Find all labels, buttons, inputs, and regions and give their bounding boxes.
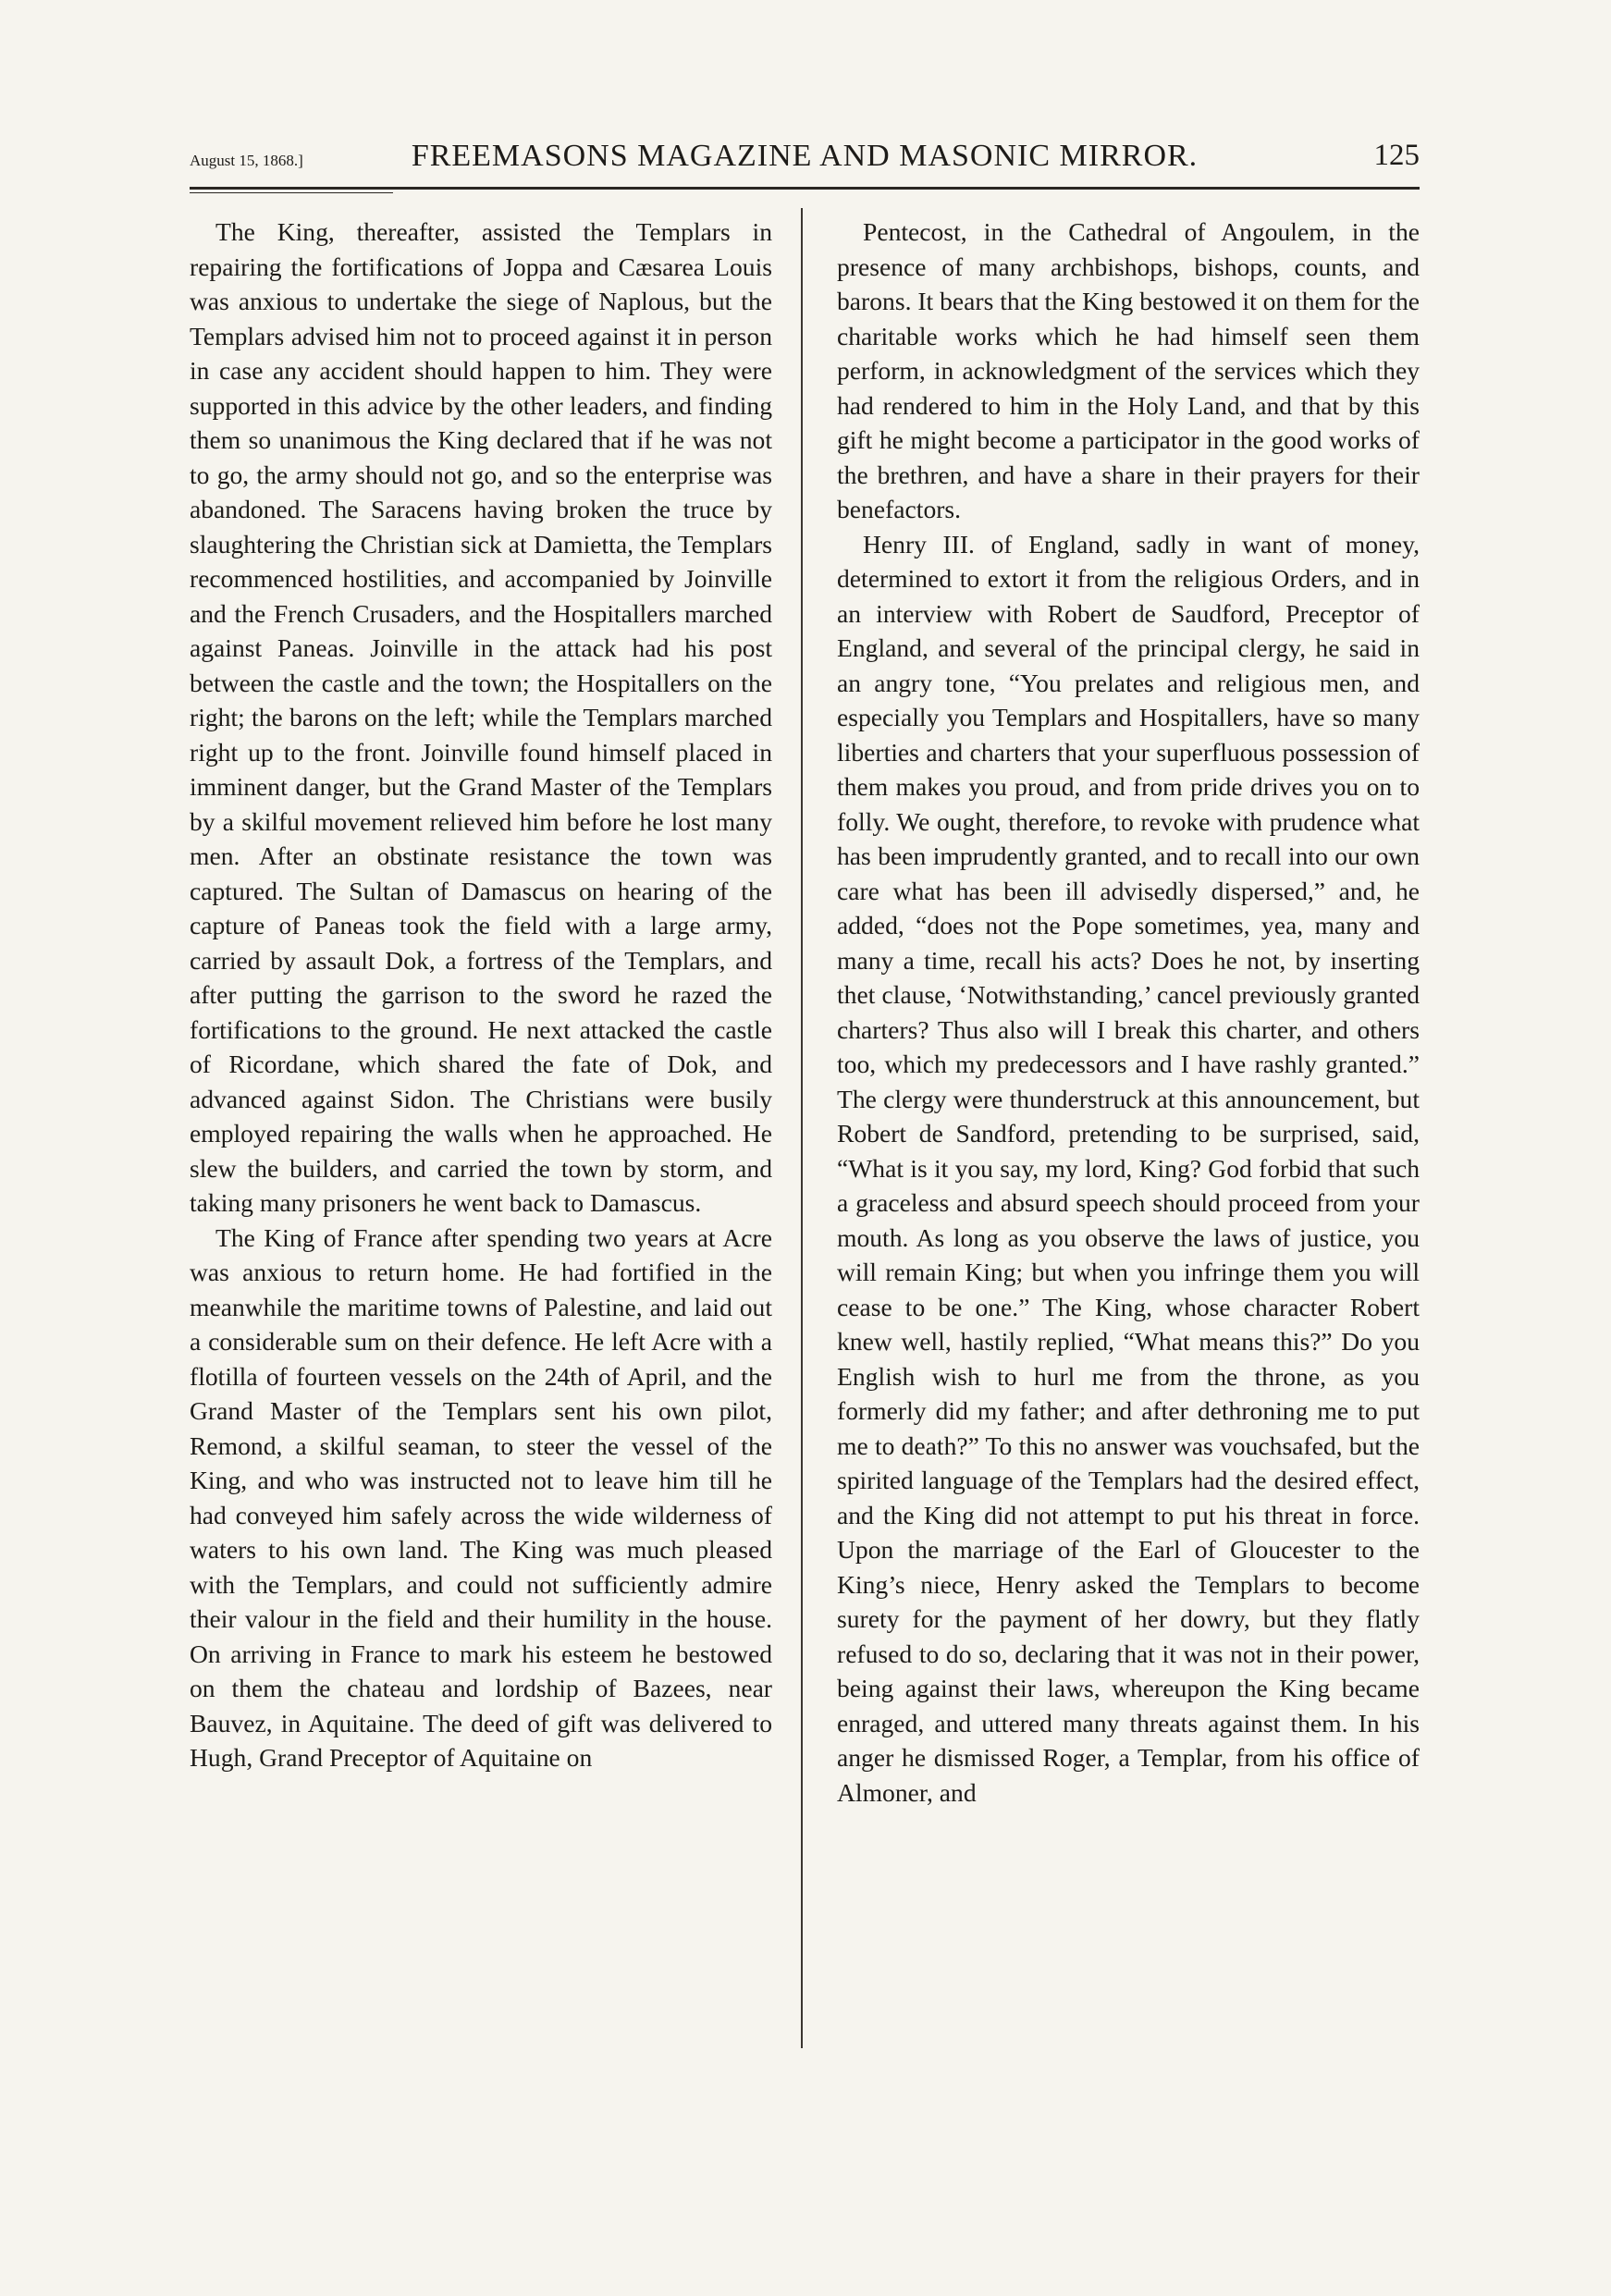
header-rule bbox=[190, 187, 1420, 190]
paragraph: The King of France after spending two years at Acre was anxious to return home. He had fortified in the meanwhile the maritime towns of Palestine, and laid out a considerable sum on their defence. He left Acre with a flotilla of fourteen vessels on the 24th of April, and the Grand Master of the Templars sent his own pilot, Remond, a skilful seaman, to steer the vessel of the King, and who was instructed not to leave him till he had conveyed him safely across the wide wilderness of waters to his own land. The King was much pleased with the Templars, and could not sufficiently admire their valour in the field and their humility in the house. On arriving in France to mark his esteem he bestowed on them the chateau and lordship of Bazees, near Bauvez, in Aquitaine. The deed of gift was delivered to Hugh, Grand Preceptor of Aquitaine on bbox=[190, 1222, 772, 1772]
issue-date: August 15, 1868.] bbox=[190, 152, 303, 169]
publication-title: FREEMASONS MAGAZINE AND MASONIC MIRROR. bbox=[411, 139, 1199, 173]
paragraph: The King, thereafter, assisted the Templars in repairing the fortifications of Joppa and Cæsarea Louis was anxious to undertake the siege of Naplous, but the Templars advised him not to proceed against it in person in case any accident should happen to him. They were supported in this advice by the other leaders, and finding them so unanimous the King declared that if he was not to go, the army should not go, and so the enterprise was abandoned. The Saracens having broken the truce by slaughtering the Christian sick at Damietta, the Templars recommenced hostilities, and accompanied by Joinville and the French Crusaders, and the Hospitallers marched against Paneas. Joinville in the attack had his post between the castle and the town; the Hospitallers on the right; the barons on the left; while the Templars marched right up to the front. Joinville found himself placed in imminent danger, but the Grand Master of the Templars by a skilful movement relieved him before he lost many men. After an obstinate resistance the town was captured. The Sultan of Damascus on hearing of the capture of Paneas took the field with a large army, carried by assault Dok, a fortress of the Templars, and after putting the garrison to the sword he razed the fortifications to the ground. He next attacked the castle of Ricordane, which shared the fate of Dok, and advanced against Sidon. The Christians were busily employed repairing the walls when he approached. He slew the builders, and carried the town by storm, and taking many prisoners he went back to Damascus. bbox=[190, 217, 772, 1217]
paragraph: Pentecost, in the Cathedral of Angoulem, in the presence of many archbishops, bishops, counts, and barons. It bears that the King bestowed it on them for the charitable works which he had himself seen them perform, in acknowledgment of the services which they had rendered to him in the Holy Land, and that by this gift he might become a participator in the good works of the brethren, and have a share in their prayers for their benefactors. bbox=[837, 217, 1420, 523]
running-header bbox=[190, 139, 1420, 176]
right-column bbox=[837, 215, 1420, 1810]
column-divider bbox=[801, 208, 803, 2048]
paragraph: Henry III. of England, sadly in want of money, determined to extort it from the religious Orders, and in an interview with Robert de Saudford, Preceptor of England, and several of the principal clergy, he said in an angry tone, “You prelates and religious men, and especially you Templars and Hospitallers, have so many liberties and charters that your superfluous possession of them makes you proud, and from pride drives you on to folly. We ought, therefore, to revoke with prudence what has been imprudently granted, and to recall into our own care what has been ill advisedly dispersed,” and, he added, “does not the Pope sometimes, yea, many and many a time, recall his acts? Does he not, by inserting thet clause, ‘Notwithstanding,’ cancel previously granted charters? Thus also will I break this charter, and others too, which my predecessors and I have rashly granted.” The clergy were thunderstruck at this announcement, but Robert de Sandford, pretending to be surprised, said, “What is it you say, my lord, King? God forbid that such a graceless and absurd speech should proceed from your mouth. As long as you observe the laws of justice, you will remain King; but when you infringe them you will cease to be one.” The King, whose character Robert knew well, hastily replied, “What means this?” Do you English wish to hurl me from the throne, as you formerly did my father; and after dethroning me to put me to death?” To this no answer was vouchsafed, but the spirited language of the Templars had the desired effect, and the King did not attempt to put his threat in force. Upon the marriage of the Earl of Gloucester to the King’s niece, Henry asked the Templars to become surety for the payment of her dowry, but they flatly refused to do so, declaring that it was not in their power, being against their laws, whereupon the King became enraged, and uttered many threats against them. In his anger he dismissed Roger, a Templar, from his office of Almoner, and bbox=[837, 529, 1420, 1807]
left-column bbox=[190, 215, 772, 1775]
header-rule-short bbox=[190, 192, 393, 193]
page-number: 125 bbox=[1373, 139, 1420, 172]
